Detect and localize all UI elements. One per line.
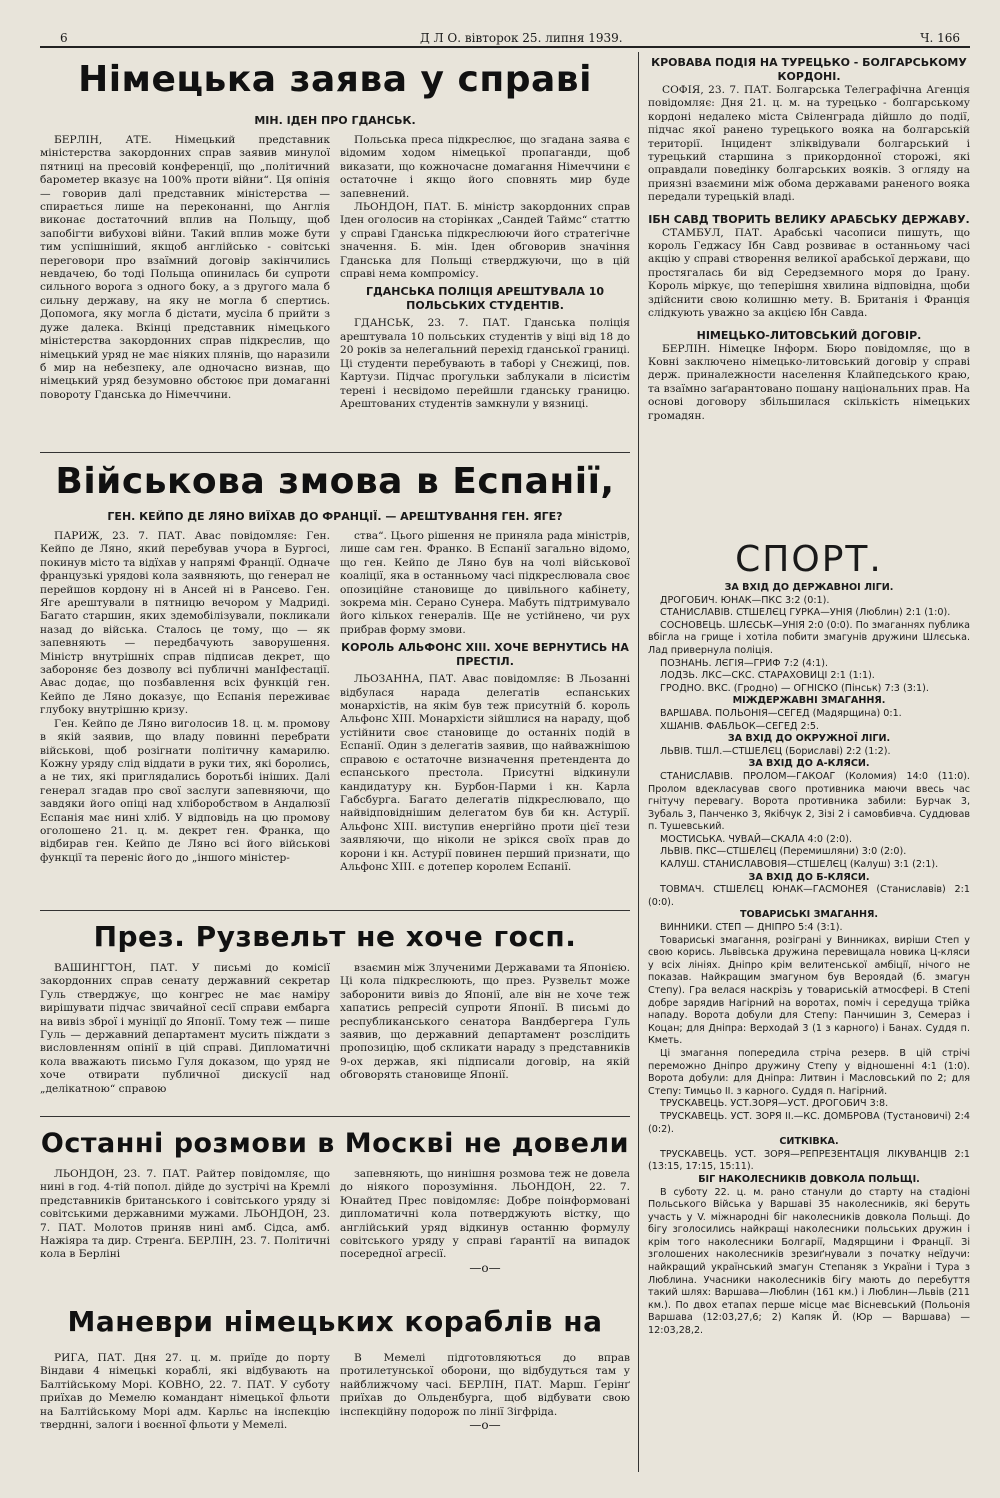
sport-result-line: КАЛУШ. СТАНИСЛАВОВІЯ—СТШЕЛЄЦ (Калуш) 3:1 (2:1).	[660, 859, 939, 871]
article-text: ЛЬОНДОН, ПАТ. Б. міністр закордонних справ Іден оголосив на сторінках „Сандей Таймс“ статтю у справі Гданська підкреслюючи його стратегічне значення. Б. мін. Іден обговорив значіння Гданська для Польщі стверджуючи, що в цій справі нема компромісу.	[340, 201, 630, 281]
sport-result-line: Ці змагання попередила стріча резерв. В цій стрічі переможно Дніпро дружину Степу у відношенні 4:1 (1:0). Ворота добули: для Дніпра: Литвин і Масловський по 2; для Степу: Тимцьо ІІ. з карного. Суддя п. Нагірний.	[648, 1047, 970, 1097]
article-turkey	[648, 84, 970, 205]
sport-result-line: СТАНИСЛАВІВ. СТШЕЛЄЦ ГУРКА—УНІЯ (Люблин) 2:1 (1:0).	[660, 607, 951, 619]
article-moscow-col2	[340, 1168, 630, 1288]
headline-lithuania: НІМЕЦЬКО-ЛИТОВСЬКИЙ ДОГОВІР.	[696, 328, 922, 342]
article-lithuania	[648, 343, 970, 423]
article-moscow-col1	[40, 1168, 330, 1288]
article-text: Польська преса підкреслює, що згадана заява є відомим ходом німецької пропаганди, щоб виказати, що кожночасне домагання Німеччини є остаточне і якщо його сповнять мир буде запевнений.	[340, 134, 630, 200]
article-text: Ген. Кейпо де Ляно виголосив 18. ц. м. промову в якій заявив, що владу повинні перебрати військові, щоб розігнати політичну камарилю. Кожну уряду слід віддати в руки тих, які боролись, а не тих, які приглядались боротьбі ініших. Далі генерал згадав про свої заслуги запевняючи, що завдяки його опіці над хліборобством в Андалюзії Еспанія має нині хліб. У відповідь на цю промову оголошено 21. ц. м. декрет ген. Франка, що відбирав ген. Кейпо де Ляно всі його військові функції та переніс його до „іншого міністер-	[40, 717, 330, 864]
headline-turkey-bulgaria: КРОВАВА ПОДІЯ НА ТУРЕЦЬКО - БОЛГАРСЬКОМУ КОРДОНІ.	[651, 56, 967, 83]
paper-date-line: Д Л О. вівторок 25. липня 1939.	[420, 31, 623, 45]
article-divider	[40, 452, 630, 453]
sport-result-line: ХШАНІВ. ФАБЛЬОК—СЕГЕД 2:5.	[660, 720, 819, 732]
article-text: БЕРЛІН. Німецке Інформ. Бюро повідомляє, що в Ковні заключено німецько-литовський договір у справі держ. приналежности населення Клайпедського краю, та взаїмно заґарантовано пошану національних прав. На основі договору збільшилася скількість німецьких громадян.	[648, 342, 970, 422]
article-text: взаємин між Злученими Державами та Японією. Ці кола підкреслюють, що през. Рузвельт може заборонити вивіз до Японії, але він не хоче теж хапатись репресій супроти Японії. В письмі до республиканського сенатора Вандбергера Гуль заявив, що державний департамент розслідить пропозицію, щоб скликати нараду з представників 9-ох держав, які підписали договір, на якій обговорять становище Японії.	[340, 962, 630, 1082]
subhead-alfonso: КОРОЛЬ АЛЬФОНС ХІІІ. ХОЧЕ ВЕРНУТИСЬ НА ПРЕСТІЛ.	[341, 641, 629, 669]
sport-result-line: ТОВМАЧ. СТШЕЛЄЦ ЮНАК—ГАСМОНЕЯ (Станиславів) 2:1 (0:0).	[648, 884, 970, 908]
article-roosevelt-col1	[40, 962, 330, 1112]
sport-section-header: ТОВАРИСЬКІ ЗМАГАННЯ.	[739, 909, 879, 921]
article-text: запевняють, що нинішня розмова теж не довела до ніякого порозуміння. ЛЬОНДОН, 22. 7. Юнайтед Прес повідомляє: Добре поінформовані дипломатичні кола потверджують вістку, що англійський уряд відкинув останню формулу совітського уряду у справі ґарантії на випадок посередної агресії.	[340, 1168, 630, 1261]
article-gdansk-col2	[340, 134, 630, 450]
sport-section-header: ЗА ВХІД ДО ДЕРЖАВНОЇ ЛІГИ.	[724, 582, 894, 593]
sport-results	[648, 582, 970, 1472]
issue-number: Ч. 166	[920, 31, 960, 45]
page-number: 6	[60, 31, 68, 45]
article-gdansk-col1	[40, 134, 330, 450]
article-text: В Мемелі підготовляються до вправ протилетунської оборони, що відбудуться там у найближчому часі. БЕРЛІН, ПАТ. Марш. Ґерінґ приїхав до Ольденбурга, щоб відбувати свою інспекційну подорож по лінії Зігфріда.	[340, 1352, 630, 1418]
sport-title: СПОРТ.	[735, 540, 883, 580]
sport-section-header: ЗА ВХІД ДО ОКРУЖНОЇ ЛІГИ.	[727, 733, 891, 745]
headline-moscow: Останні розмови в Москві не довели	[40, 1128, 630, 1159]
masthead	[40, 28, 970, 48]
article-spain-col2	[340, 530, 630, 906]
article-text: ПАРИЖ, 23. 7. ПАТ. Авас повідомляє: Ген. Кейпо де Ляно, який перебував учора в Бургосі, покинув місто та відїхав у напрямі Франції. Одначе французькі урядові кола заявняють, що генерал не перейшов кордону ні в Ансей ні в Рансево. Ген. Яге арештували в пятницю вечором у Мадриді. Багато старшин, яких здемобілізували, покликали назад до війська. Сталось це тому, що — як запевняють — передбачують заворушення. Міністр внутрішніх справ підписав декрет, що забороняє без дозволу всі публичні манІфестації. Авас додає, що позбавлення всіх функцій ген. Кейпо де Ляно доказує, що Еспанія переживає глубоку внутрішню кризу.	[40, 530, 330, 717]
article-text: СТАМБУЛ, ПАТ. Арабські часописи пишуть, що король Геджасу Ібн Савд розвиває в останньому часі акцію у справі створення великої арабської держави, що простягалась би від Середземного моря до Ірану. Король міркує, що теперішня хвилина відповідна, щоби здійснити свою колишню мету. В. Британія і Франція слідкують уважно за акцією Ібн Савда.	[648, 226, 970, 320]
sport-result-line: ПОЗНАНЬ. ЛЄГІЯ—ГРИФ 7:2 (4:1).	[660, 657, 829, 669]
headline-spain: Військова змова в Еспанії,	[55, 461, 615, 502]
sport-section-header: МІЖДЕРЖАВНІ ЗМАГАННЯ.	[732, 695, 886, 707]
right-column-news	[648, 56, 970, 536]
sport-section-header: СИТКІВКА.	[779, 1136, 839, 1148]
sport-result-line: СТАНИСЛАВІВ. ПРОЛОМ—ГАКОАГ (Коломия) 14:0 (11:0). Пролом вдекласував свого противника маючи ввесь час гнітучу перевагу. Ворота противника забили: Бурчак 3, Зубаль 3, Панченко 3, Якібчук 2, Зізі 2 і самовбивча. Суддював п. Тушевський.	[648, 770, 970, 833]
article-ibn-saud	[648, 227, 970, 321]
headline-roosevelt: През. Рузвельт не хоче госп.	[93, 920, 577, 953]
headline-ibn-saud: ІБН САВД ТВОРИТЬ ВЕЛИКУ АРАБСЬКУ ДЕРЖАВУ.	[648, 212, 970, 226]
article-roosevelt-col2	[340, 962, 630, 1112]
sport-result-line: ВИННИКИ. СТЕП — ДНІПРО 5:4 (3:1).	[660, 922, 843, 934]
article-text: РИГА, ПАТ. Дня 27. ц. м. приїде до порту Віндави 4 німецькі кораблі, які відбувають на Балтійському Морі. КОВНО, 22. 7. ПАТ. У суботу приїхав до Мемелю командант німецької фльоти на Балтійському Морі адм. Карльс на інспекцію тверднні, залоги і воєнної фльоти у Мемелі.	[40, 1352, 330, 1432]
headline-baltic: Маневри німецьких кораблів на	[67, 1305, 603, 1338]
article-baltic-col1	[40, 1352, 330, 1472]
article-text: ства“. Цього рішення не приняла рада міністрів, лише сам ген. Франко. В Еспанії загально відомо, що ген. Кейпо де Ляно був на чолі військової коаліції, яка в останньому часі підкреслювала своє опозиційне становище до цивільного кабінету, зокрема мін. Серано Сунера. Мабуть підтримувало його кількох генералів. Ще не устійнено, чи рух прибрав форму змови.	[340, 530, 630, 636]
article-spain-col1	[40, 530, 330, 906]
sport-result-line: ЛОДЗЬ. ЛКС—СКС. СТАРАХОВИЦІ 2:1 (1:1).	[660, 670, 875, 682]
headline-gdansk: Німецька заява у справі	[78, 59, 592, 100]
sport-section-header: БІГ НАКОЛЕСНИКІВ ДОВКОЛА ПОЛЬЩІ.	[698, 1173, 920, 1185]
sport-result-line: ТРУСКАВЕЦЬ. УСТ. ЗОРЯ—РЕПРЕЗЕНТАЦІЯ ЛІКУВАНЦІВ 2:1 (13:15, 17:15, 15:11).	[648, 1148, 970, 1173]
separator: —о—	[469, 1418, 501, 1433]
sport-result-line: В суботу 22. ц. м. рано станули до старту на стадіоні Польського Війська у Варшаві 35 наколесників, які беруть участь у V. міжнародні біг наколесників довкола Польщі. До бігу зголосились найкращі наколесники польських дружин і крім того наколесники Болгарії, Мадярщини і Франції. Зі зголошених наколесників зрезиґнували з початку неїдучи: найкращий український змагун Степаняк з України і Тура з Люблина. Учасники наколесників бігу мають до перебуття такий шлях: Варшава—Люблин (161 км.) і Люблин—Львів (211 км.). По двох етапах перше місце має Вісневський (Польонія Варшава (12:03,27,6; 2) Капяк Й. (Юр — Варшава) — 12:03,28,2.	[648, 1186, 970, 1337]
subhead-keipo: ГЕН. КЕЙПО ДЕ ЛЯНО ВИЇХАВ ДО ФРАНЦІЇ. — АРЕШТУВАННЯ ГЕН. ЯГЕ?	[107, 510, 563, 523]
sport-result-line: ТРУСКАВЕЦЬ. УСТ.ЗОРЯ—УСТ. ДРОГОБИЧ 3:8.	[660, 1098, 889, 1110]
sport-result-line: СОСНОВЕЦЬ. ШЛЄСЬК—УНІЯ 2:0 (0:0). По змаганнях публика вбігла на грище і хотіла побити змагунів дружини Шлєська. Лад привернула поліція.	[648, 619, 970, 656]
article-baltic-col2	[340, 1352, 630, 1472]
sport-result-line: МОСТИСЬКА. ЧУВАЙ—СКАЛА 4:0 (2:0).	[660, 833, 853, 845]
sport-section-header: ЗА ВХІД ДО Б-КЛЯСИ.	[748, 871, 870, 883]
article-text: СОФІЯ, 23. 7. ПАТ. Болгарська Телеграфічна Агенція повідомляє: Дня 21. ц. м. на турецько - болгарському кордоні недалеко міста Свіленграда дійшло до події, підчас якої ранено турецького вояка на болгарській території. Інцидент зліквідували болгарський і турецький старшина з прикордонної сторожі, які оправдали поведінку болгарських вояків. З огляду на приязні взаємини між обома державами раненого вояка передали турецькій владі.	[648, 84, 970, 204]
sport-result-line: ТРУСКАВЕЦЬ. УСТ. ЗОРЯ ІІ.—КС. ДОМБРОВА (Тустановичі) 2:4 (0:2).	[648, 1110, 970, 1135]
sport-result-line: ЛЬВІВ. ТШЛ.—СТШЕЛЄЦ (Бориславі) 2:2 (1:2).	[660, 745, 891, 757]
subhead-students: ГДАНСЬКА ПОЛІЦІЯ АРЕШТУВАЛА 10 ПОЛЬСЬКИХ СТУДЕНТІВ.	[365, 285, 605, 313]
separator: —о—	[469, 1260, 501, 1275]
article-divider	[40, 910, 630, 911]
sport-result-line: Товариські змагання, розіграні у Винниках, виріши Степ у свою корись. Львівська дружина перевищала новика Ц-кляси у всіх лініях. Дніпро крім велитенської амбіції, нічого не показав. Найкращим змагуном був Вероядай (б. змагун Степу). Гра велася наскрізь у товариській атмосфері. В Степі добре зарядив Нагірний на воротах, поміч і середуща трійка нападу. Ворота добули для Степу: Панчишин 3, Семерaз і Коцан; для Дніпра: Верходай 3 (1 з карного) і Банах. Суддя п. Кметь.	[648, 934, 970, 1047]
sport-result-line: ГРОДНО. ВКС. (Гродно) — ОГНІСКО (Пінськ) 7:3 (3:1).	[660, 682, 929, 694]
article-text: ГДАНСЬК, 23. 7. ПАТ. Гданська поліція арештувала 10 польських студентів у віці від 18 до 20 років за нелегальний перехід гданської границі. Ці студенти перебувають в таборі у Снєжиці, пов. Картузи. Підчас прогульки заблукали в лісистім терені і несвідомо перейшли гданську границю. Арештованих студентів замкнули у вязниці.	[340, 317, 630, 410]
article-text: ЛЬОЗАННА, ПАТ. Авас повідомляє: В Льозанні відбулася нарада делегатів еспанських монархістів, на якім був теж присутній б. король Альфонс ХІІІ. Монархісти зійшлися на нараду, щоб устійнити своє становище до останніх подій в Еспанії. Один з делегатів заявив, що найважнішою справою є остаточне визначення претендента до еспанського престола. Присутні відкинули кандидатуру кн. Бурбон-Парми і кн. Карла Габсбурга. Багато делегатів підкреслювало, що найвідповіднішим делегатом був би кн. Астурії. Альфонс ХІІІ. виступив енергійно проти цієї тези заявляючи, що ніколи не зрікся своїх прав до корони і кн. Астурії повинен перший признати, що Альфонс ХІІІ. є дотепер королем Еспанії.	[340, 673, 630, 873]
article-text: ЛЬОНДОН, 23. 7. ПАТ. Райтер повідомляє, що нині в год. 4-тій попол. дійде до зустрічі на Кремлі представників британського і совітського уряду зі совітськими державними мужами. ЛЬОНДОН, 23. 7. ПАТ. Молотов приняв нині амб. Сідса, амб. Нажіяра та дир. Стренґа. БЕРЛІН, 23. 7. Політичні кола в Берліні	[40, 1168, 330, 1261]
sport-result-line: ВАРШАВА. ПОЛЬОНІЯ—СЕГЕД (Мадярщина) 0:1.	[660, 707, 902, 719]
article-text: ВАШИНГТОН, ПАТ. У письмі до комісії закордонних справ сенату державний секретар Гуль стверджує, що конгрес не має наміру вирішувати підчас звичайної сесії справи ембарга на вивіз зброї і муніції до Японії. Тому теж — пише Гуль — державний департамент мусить піждати з висловленням опінії в цій справі. Дипломатичні кола вважають письмо Гуля доказом, що уряд не хоче отвирати публичної дискусії над „делікатною“ справою	[40, 962, 330, 1095]
sport-result-line: ЛЬВІВ. ПКС—СТШЕЛЄЦ (Перемишляни) 3:0 (2:0).	[660, 846, 907, 858]
column-divider	[638, 52, 639, 1472]
article-text: БЕРЛІН, АТЕ. Німецький представник міністерства закордонних справ заявив минулої пятниці на пресовій конференції, що „політичний барометер вказує на 100% проти війни“. Ця опінія — говорив далі представник міністерства — спирається лише на переконанні, що Англія виконає достаточний вплив на Польщу, щоб запобігти вибухові війни. Такий вплив може бути тим успішніший, якщоб англійсько - совітські переговори про взаїмний договір закінчились невдачею, бо тоді Польща опинилась би супроти сильного ворога з одного боку, а з другого мала б сильну державу, на яку не могла б спертись. Допомога, яку могла б дістати, мусіла б прийти з дуже далека. Вкінці представник німецького міністерства закордонних справ підкреслив, що німецький уряд не має ніяких плянів, що наразили б мир на небезпеку, але одночасно визнав, що німецький уряд безумовно обстоює при домаганні повороту Гданська до Німеччини.	[40, 134, 330, 401]
sport-section-header: ЗА ВХІД ДО А-КЛЯСИ.	[748, 758, 870, 770]
subhead-eden: МІН. ІДЕН ПРО ГДАНСЬК.	[254, 114, 416, 127]
sport-result-line: ДРОГОБИЧ. ЮНАК—ПКС 3:2 (0:1).	[660, 594, 830, 606]
article-divider	[40, 1116, 630, 1117]
